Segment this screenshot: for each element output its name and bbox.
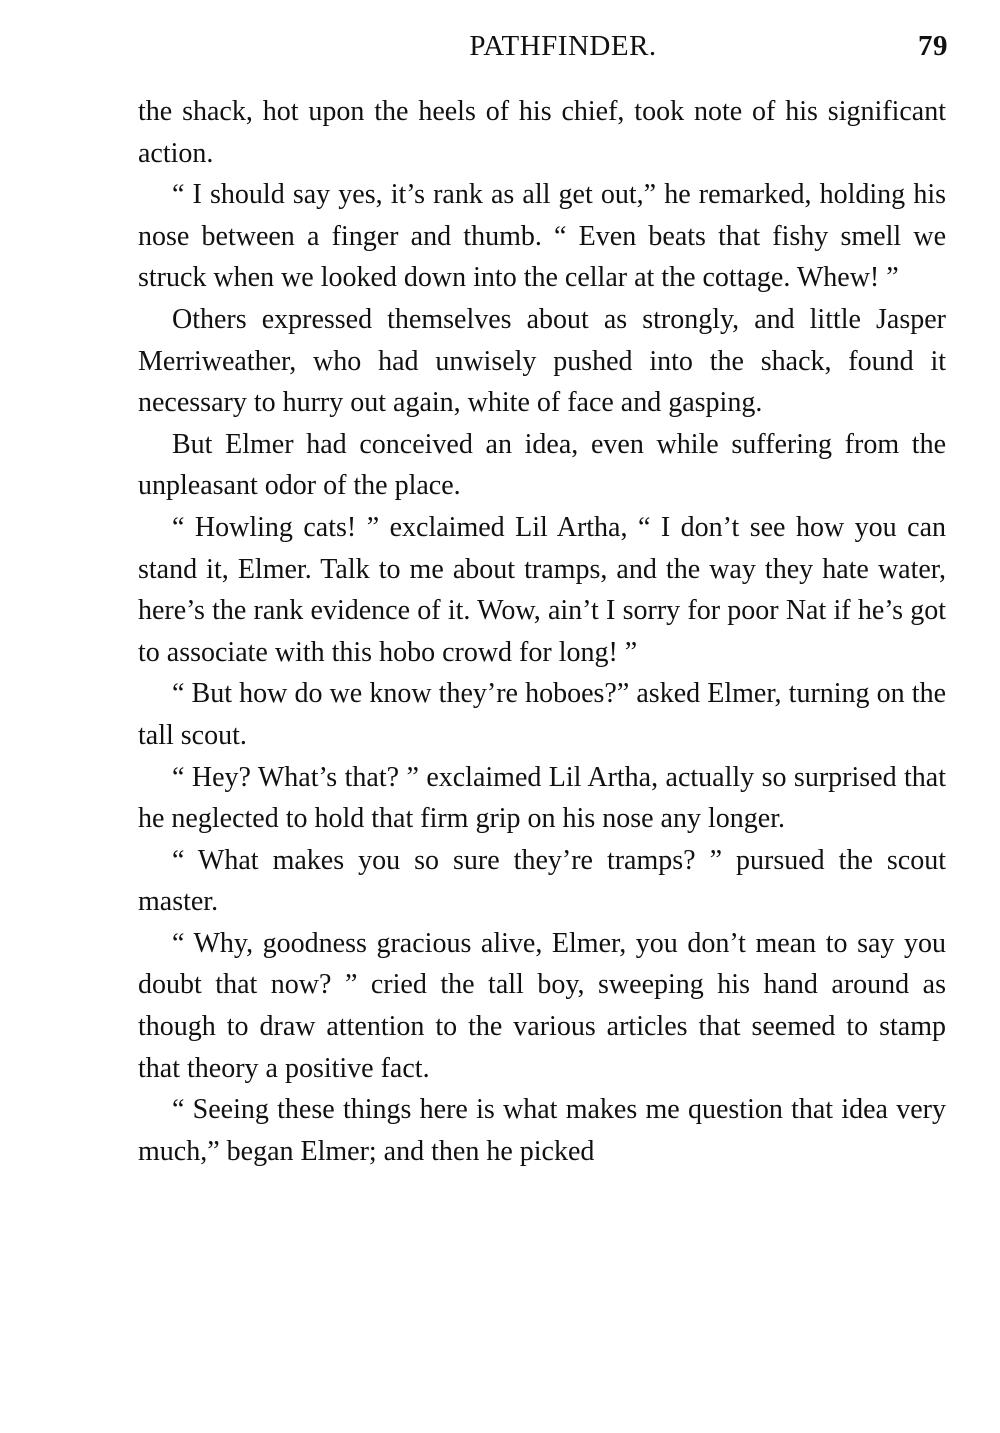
page-number: 79 (918, 30, 948, 62)
paragraph: “ But how do we know they’re hoboes?” asked Elmer, turning on the tall scout. (138, 678, 946, 751)
running-title: PATHFINDER. (469, 30, 657, 62)
paragraph: “ I should say yes, it’s rank as all get out,” he remarked, holding his nose between a finger and thumb. “ Even beats that fishy smell we struck when we looked down into the cellar at the cottage. Whew! ” (138, 179, 946, 294)
paragraph-continued: the shack, hot upon the heels of his chief, took note of his significant action. (138, 96, 946, 169)
paragraph: Others expressed themselves about as strongly, and little Jasper Merriweather, who had unwisely pushed into the shack, found it necessary to hurry out again, white of face and gasping. (138, 303, 946, 419)
paragraph: But Elmer had conceived an idea, even while suffering from the unpleasant odor of the place. (138, 428, 946, 502)
paragraph: “ Seeing these things here is what makes me question that idea very much,” began Elmer; and then he picked (138, 1094, 946, 1167)
body-text (138, 91, 946, 1172)
paragraph: “ Howling cats! ” exclaimed Lil Artha, “ I don’t see how you can stand it, Elmer. Talk to me about tramps, and the way they hate water, here’s the rank evidence of it. Wow, ain’t I sorry for poor Nat if he’s got to associate with this hobo crowd for long! ” (138, 511, 946, 668)
paragraph: “ What makes you so sure they’re tramps? ” pursued the scout master. (138, 844, 946, 918)
paragraph: “ Why, goodness gracious alive, Elmer, you don’t mean to say you doubt that now? ” cried the tall boy, sweeping his hand around as though to draw attention to the various articles that seemed to stamp that theory a positive fact. (138, 927, 946, 1084)
paragraph: “ Hey? What’s that? ” exclaimed Lil Artha, actually so surprised that he neglected to hold that firm grip on his nose any longer. (138, 761, 946, 835)
running-head (138, 30, 948, 74)
